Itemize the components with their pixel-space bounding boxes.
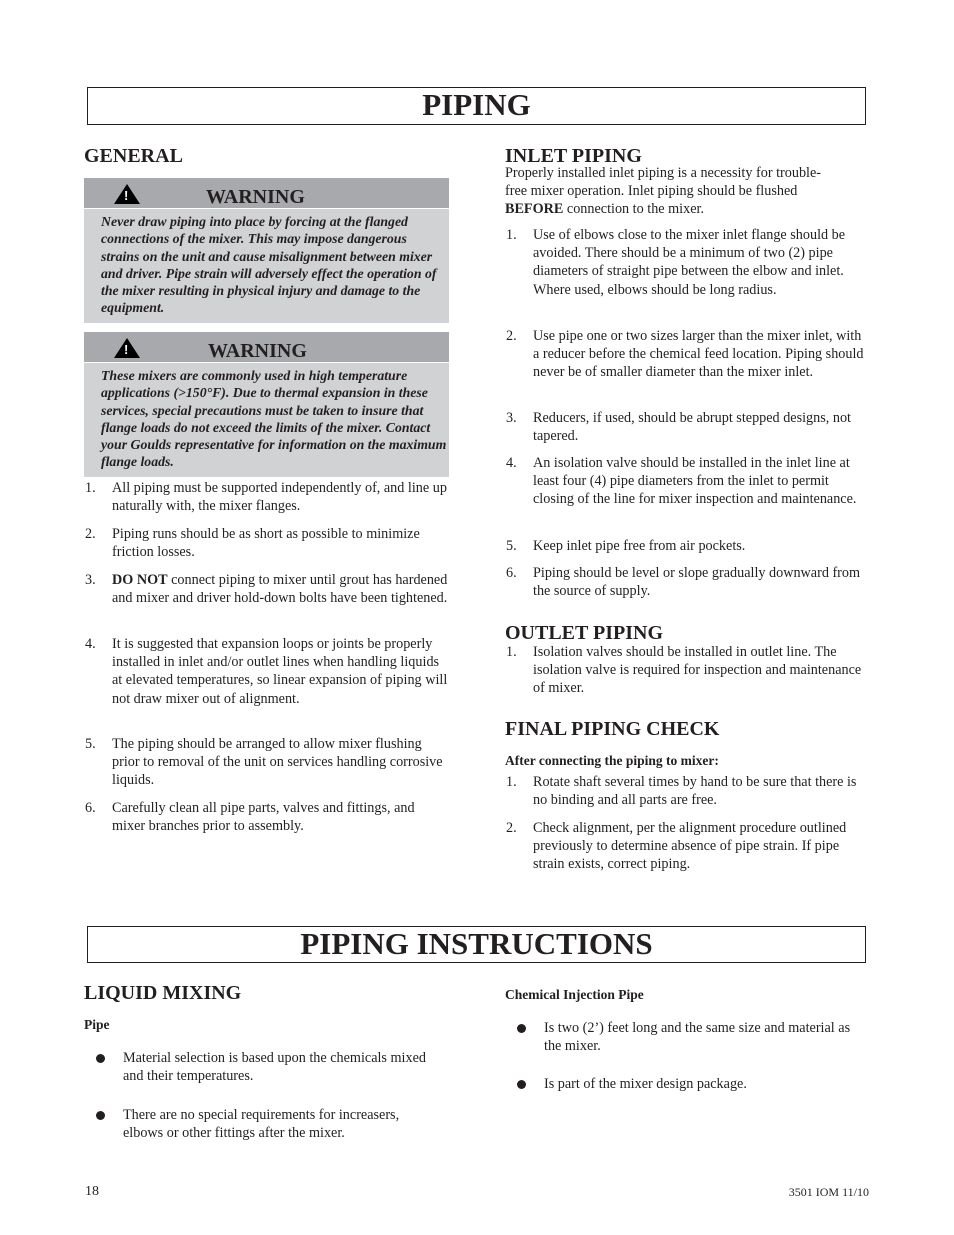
final-piping-check-heading: FINAL PIPING CHECK [505,718,720,740]
warning-header [84,178,449,209]
warning-header [84,332,449,363]
general-heading: GENERAL [84,145,183,167]
warning-triangle-icon: ! [114,338,140,358]
page-number: 18 [85,1184,99,1199]
outlet-piping-heading: OUTLET PIPING [505,622,663,644]
piping-instructions-title: PIPING INSTRUCTIONS [87,926,866,963]
pipe-subheading: Pipe [84,1017,110,1032]
warning-box-2 [84,332,449,477]
piping-section-title: PIPING [87,87,866,125]
inlet-piping-heading: INLET PIPING [505,145,642,167]
warning-label: WARNING [208,340,307,362]
do-not-emphasis: DO NOT [112,572,168,588]
bullet-icon [517,1080,526,1089]
warning-text: These mixers are commonly used in high temperature applications (>150°F). Due to thermal expansion in these services, special precautions must be taken to insure that flange loads do not exceed the limits of the mixer. Contact your Goulds representative for information on the maximum flange loads. [101,368,447,470]
warning-label: WARNING [206,186,305,208]
chemical-injection-subheading: Chemical Injection Pipe [505,987,644,1002]
warning-box-1 [84,178,449,323]
warning-text: Never draw piping into place by forcing at the flanged connections of the mixer. This may impose dangerous strains on the unit and cause misalignment between mixer and driver. Pipe strain will adversely effect the operation of the mixer resulting in physical injury and damage to the equipment. [101,214,437,316]
inlet-intro: Properly installed inlet piping is a necessity for trouble-free mixer operation. Inlet piping should be flushed BEFORE connection to the mixer. [505,165,821,218]
bullet-icon [96,1054,105,1063]
liquid-mixing-heading: LIQUID MIXING [84,982,242,1004]
final-check-subheading: After connecting the piping to mixer: [505,753,719,768]
bullet-icon [517,1024,526,1033]
bullet-icon [96,1111,105,1120]
document-id: 3501 IOM 11/10 [788,1185,869,1199]
warning-triangle-icon: ! [114,184,140,204]
